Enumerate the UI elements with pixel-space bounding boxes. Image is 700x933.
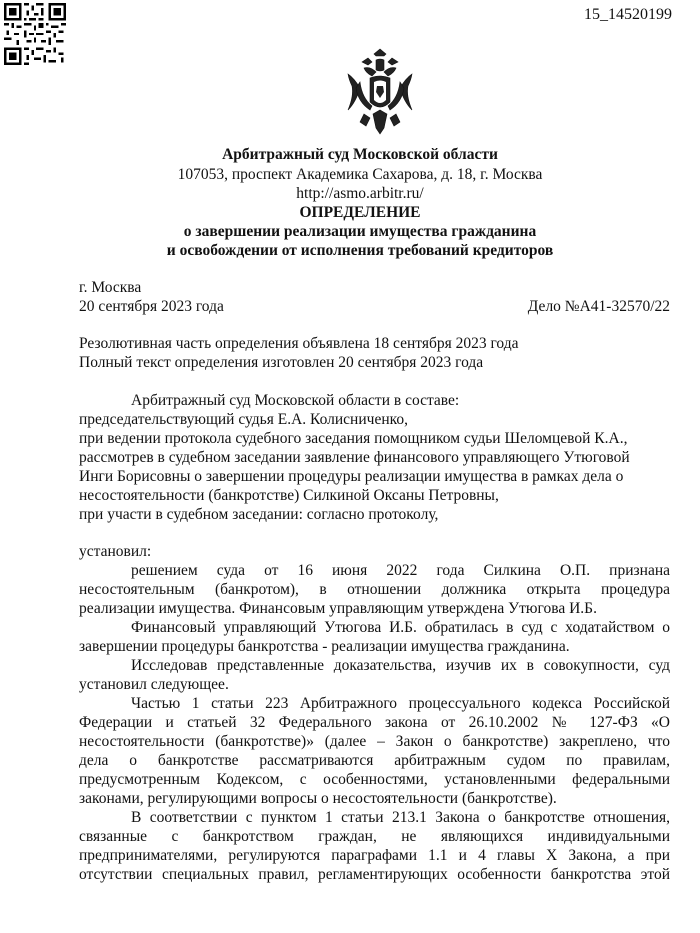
body-line: В соответствии с пунктом 1 статьи 213.1 Закона о банкротстве отношения, <box>131 809 670 826</box>
intro-line: председательствующий судья Е.А. Колисниченко, <box>79 411 408 428</box>
full-text-made: Полный текст определения изготовлен 20 сентября 2023 года <box>79 354 484 371</box>
intro-line: несостоятельности (банкротстве) Силкиной Оксаны Петровны, <box>79 487 499 504</box>
body-line: несостоятельным (банкротом), в отношении должника открыта процедура <box>79 581 670 598</box>
body-line: дела о банкротстве рассматриваются арбитражным судом по правилам, <box>79 752 670 769</box>
court-website: http://asmo.arbitr.ru/ <box>296 185 424 202</box>
body-line: Финансовый управляющий Утюгова И.Б. обратилась в суд с ходатайством о <box>131 619 670 636</box>
body-line: предусмотренным Кодексом, с особенностями, установленными федеральными <box>79 771 670 788</box>
body-line: отсутствии специальных правил, регламентирующих особенности банкротства этой <box>79 866 670 883</box>
subject-line-1: о завершении реализации имущества гражданина <box>183 223 537 240</box>
body-line: несостоятельности (банкротстве)» (далее – Закон о банкротстве) закреплено, что <box>79 733 670 750</box>
resolution-announced: Резолютивная часть определения объявлена 18 сентября 2023 года <box>79 335 519 352</box>
intro-line: Арбитражный суд Московской области в составе: <box>131 392 460 409</box>
body-line: предпринимателями, регулируются параграфами 1.1 и 4 главы X Закона, а при <box>79 847 670 864</box>
document-date: 20 сентября 2023 года <box>79 298 224 315</box>
case-number: Дело №А41-32570/22 <box>527 298 670 315</box>
body-line: реализации имущества. Финансовым управляющим утверждена Утюгова И.Б. <box>79 600 597 617</box>
document-id: 15_14520199 <box>584 6 672 23</box>
body-line: Частью 1 статьи 223 Арбитражного процессуального кодекса Российской <box>131 695 670 712</box>
coat-of-arms-icon <box>340 48 420 136</box>
qr-code-icon <box>4 3 66 65</box>
intro-line: рассмотрев в судебном заседании заявление финансового управляющего Утюговой <box>79 449 630 466</box>
body-line: связанные с банкротством граждан, не являющихся индивидуальными <box>79 828 670 845</box>
subject-line-2: и освобождении от исполнения требований кредиторов <box>166 242 554 259</box>
court-address: 107053, проспект Академика Сахарова, д. 18, г. Москва <box>177 166 543 183</box>
court-name: Арбитражный суд Московской области <box>222 146 498 163</box>
established-label: установил: <box>79 543 152 560</box>
body-line: Федерации и статьей 32 Федерального закона от 26.10.2002 № 127-ФЗ «О <box>79 714 670 731</box>
body-line: Исследовав представленные доказательства, изучив их в совокупности, суд <box>131 657 670 674</box>
body-line: установил следующее. <box>79 676 229 693</box>
body-line: законами, регулирующими вопросы о несостоятельности (банкротстве). <box>79 790 557 807</box>
intro-line: Инги Борисовны о завершении процедуры реализации имущества в рамках дела о <box>79 468 624 485</box>
city: г. Москва <box>79 279 142 296</box>
document-type: ОПРЕДЕЛЕНИЕ <box>299 204 421 221</box>
intro-line: при ведении протокола судебного заседания помощником судьи Шеломцевой К.А., <box>79 430 628 447</box>
body-line: решением суда от 16 июня 2022 года Силкина О.П. признана <box>131 562 670 579</box>
body-line: завершении процедуры банкротства - реализации имущества гражданина. <box>79 638 570 655</box>
intro-line: при участи в судебном заседании: согласно протоколу, <box>79 506 439 523</box>
